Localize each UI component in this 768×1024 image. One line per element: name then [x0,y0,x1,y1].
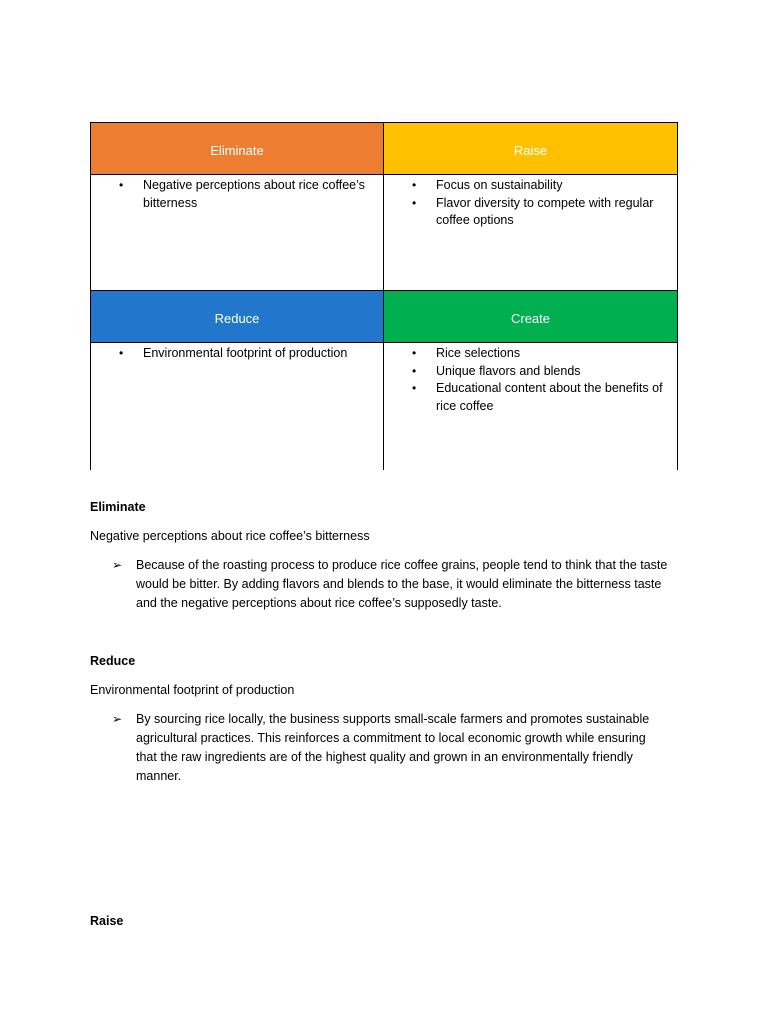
list-item: • Rice selections [408,345,671,363]
raise-header-label: Raise [513,143,548,158]
list-item: • Focus on sustainability [408,177,671,195]
create-header-label: Create [510,311,551,326]
eliminate-header-label: Eliminate [210,143,264,158]
eliminate-point-text: Because of the roasting process to produce rice coffee grains, people tend to think that the taste would be bitter. By adding flavors and blends to the base, it would eliminate the bitterness taste and the negative perceptions about rice coffee’s supposedly taste. [136,558,668,610]
raise-header [384,123,677,175]
reduce-header [91,291,384,343]
reduce-point-text: By sourcing rice locally, the business supports small-scale farmers and promotes sustainable agricultural practices. This reinforces a commitment to local economic growth while ensuring that the raw ingredients are of the highest quality and grown in an environmentally friendly manner. [136,712,650,783]
list-item: • Negative perceptions about rice coffee’s bitterness [119,178,365,210]
bullet-icon: • [412,195,417,210]
arrow-bullet-icon: ➢ [112,558,123,572]
eliminate-header [91,123,384,175]
reduce-point [112,710,657,786]
raise-heading: Raise [90,914,124,928]
eliminate-heading: Eliminate [90,500,146,514]
list-item: • Educational content about the benefits of rice coffee [412,381,663,413]
eliminate-point [112,556,680,613]
eliminate-cell [91,175,384,291]
list-item: • Environmental footprint of production [115,345,377,363]
reduce-header-label: Reduce [214,311,260,326]
list-item: • Unique flavors and blends [408,363,671,381]
bullet-icon: • [412,363,417,378]
create-header [384,291,677,343]
arrow-bullet-icon: ➢ [112,712,123,726]
raise-cell [384,175,677,291]
reduce-heading: Reduce [90,654,136,668]
bullet-icon: • [119,178,124,192]
list-item: • Flavor diversity to compete with regular coffee options [412,195,654,227]
errc-grid [90,122,678,470]
bullet-icon: • [412,381,417,395]
reduce-subtitle: Environmental footprint of production [90,683,295,697]
create-cell [384,343,677,470]
bullet-icon: • [412,346,417,360]
eliminate-subtitle: Negative perceptions about rice coffee’s bitterness [90,529,370,543]
bullet-icon: • [119,346,124,360]
bullet-icon: • [412,178,417,192]
reduce-cell [91,343,384,470]
